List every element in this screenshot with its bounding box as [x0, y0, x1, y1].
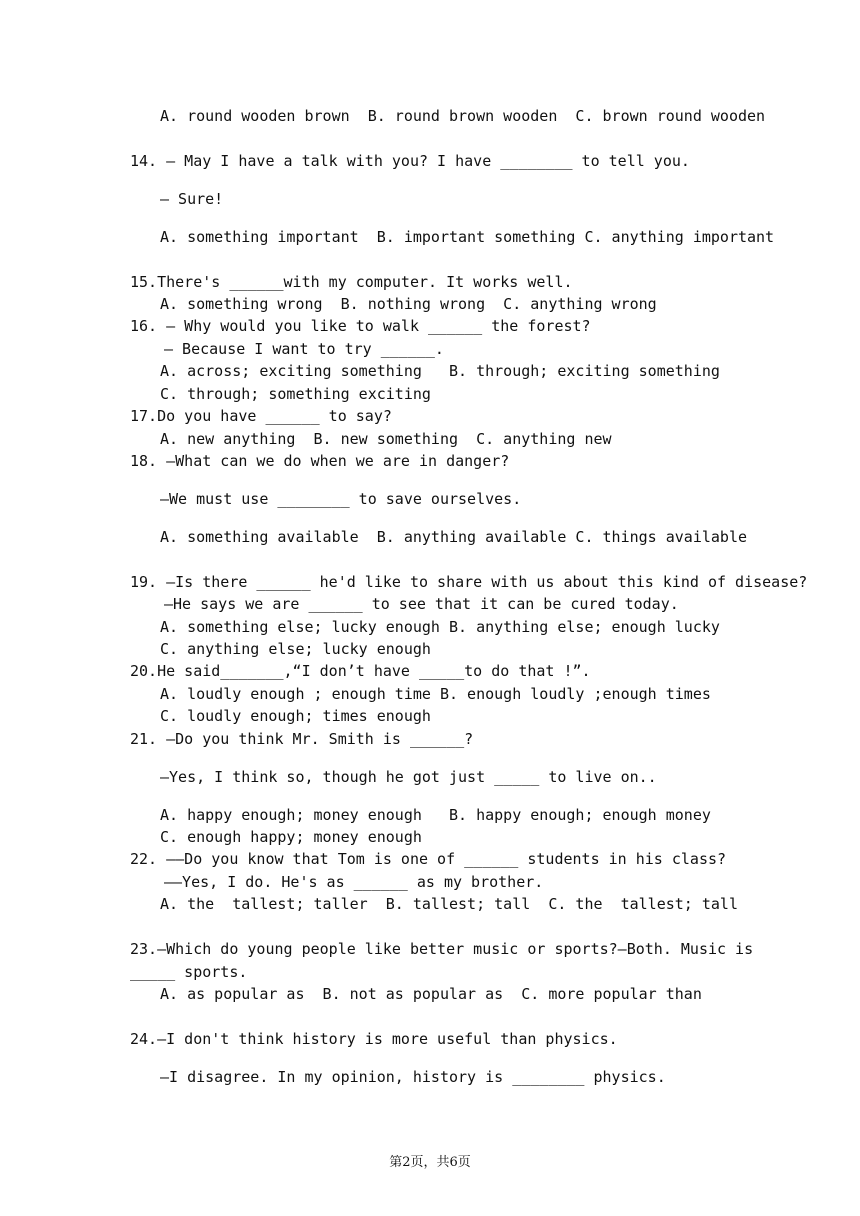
q16-question: 16. — Why would you like to walk ______ the forest?: [130, 317, 591, 335]
q16-options-ab: A. across; exciting something B. through; exciting something: [160, 362, 720, 380]
q21-options-ab: A. happy enough; money enough B. happy enough; enough money: [160, 806, 711, 824]
q22-reply: ——Yes, I do. He's as ______ as my brother.: [164, 873, 544, 891]
q22-question: 22. ——Do you know that Tom is one of ______ students in his class?: [130, 850, 727, 868]
q18-options: A. something available B. anything available C. things available: [160, 528, 747, 546]
q19-options-c: C. anything else; lucky enough: [160, 640, 431, 658]
q14-options: A. something important B. important something C. anything important: [160, 228, 775, 246]
q23-options: A. as popular as B. not as popular as C. more popular than: [160, 985, 702, 1003]
q19-question: 19. —Is there ______ he'd like to share with us about this kind of disease?: [130, 573, 808, 591]
q20-question: 20.He said_______,“I don’t have _____to do that !”.: [130, 662, 591, 680]
q19-options-ab: A. something else; lucky enough B. anything else; enough lucky: [160, 618, 720, 636]
q17-question: 17.Do you have ______ to say?: [130, 407, 392, 425]
q21-question: 21. —Do you think Mr. Smith is ______?: [130, 730, 474, 748]
q16-options-c: C. through; something exciting: [160, 385, 431, 403]
q18-question: 18. —What can we do when we are in danger?: [130, 452, 510, 470]
q21-options-c: C. enough happy; money enough: [160, 828, 422, 846]
q20-options-c: C. loudly enough; times enough: [160, 707, 431, 725]
q14-reply: — Sure!: [160, 190, 224, 208]
q24-question: 24.—I don't think history is more useful than physics.: [130, 1030, 618, 1048]
q15-question: 15.There's ______with my computer. It works well.: [130, 273, 573, 291]
q23-question-cont: _____ sports.: [130, 963, 248, 981]
page-footer: 第2页，共6页: [389, 1155, 471, 1170]
q18-reply: —We must use ________ to save ourselves.: [160, 490, 522, 508]
q15-options: A. something wrong B. nothing wrong C. anything wrong: [160, 295, 657, 313]
q20-options-ab: A. loudly enough ; enough time B. enough loudly ;enough times: [160, 685, 711, 703]
q14-question: 14. — May I have a talk with you? I have ________ to tell you.: [130, 152, 690, 170]
q22-options: A. the tallest; taller B. tallest; tall C. the tallest; tall: [160, 895, 738, 913]
q19-reply: —He says we are ______ to see that it can be cured today.: [164, 595, 679, 613]
q17-options: A. new anything B. new something C. anything new: [160, 430, 612, 448]
q21-reply: —Yes, I think so, though he got just _____ to live on..: [160, 768, 657, 786]
q13-options: A. round wooden brown B. round brown wooden C. brown round wooden: [160, 107, 766, 125]
q16-reply: — Because I want to try ______.: [164, 340, 444, 358]
q24-reply: —I disagree. In my opinion, history is ________ physics.: [160, 1068, 666, 1086]
q23-question: 23.—Which do young people like better music or sports?—Both. Music is: [130, 940, 754, 958]
